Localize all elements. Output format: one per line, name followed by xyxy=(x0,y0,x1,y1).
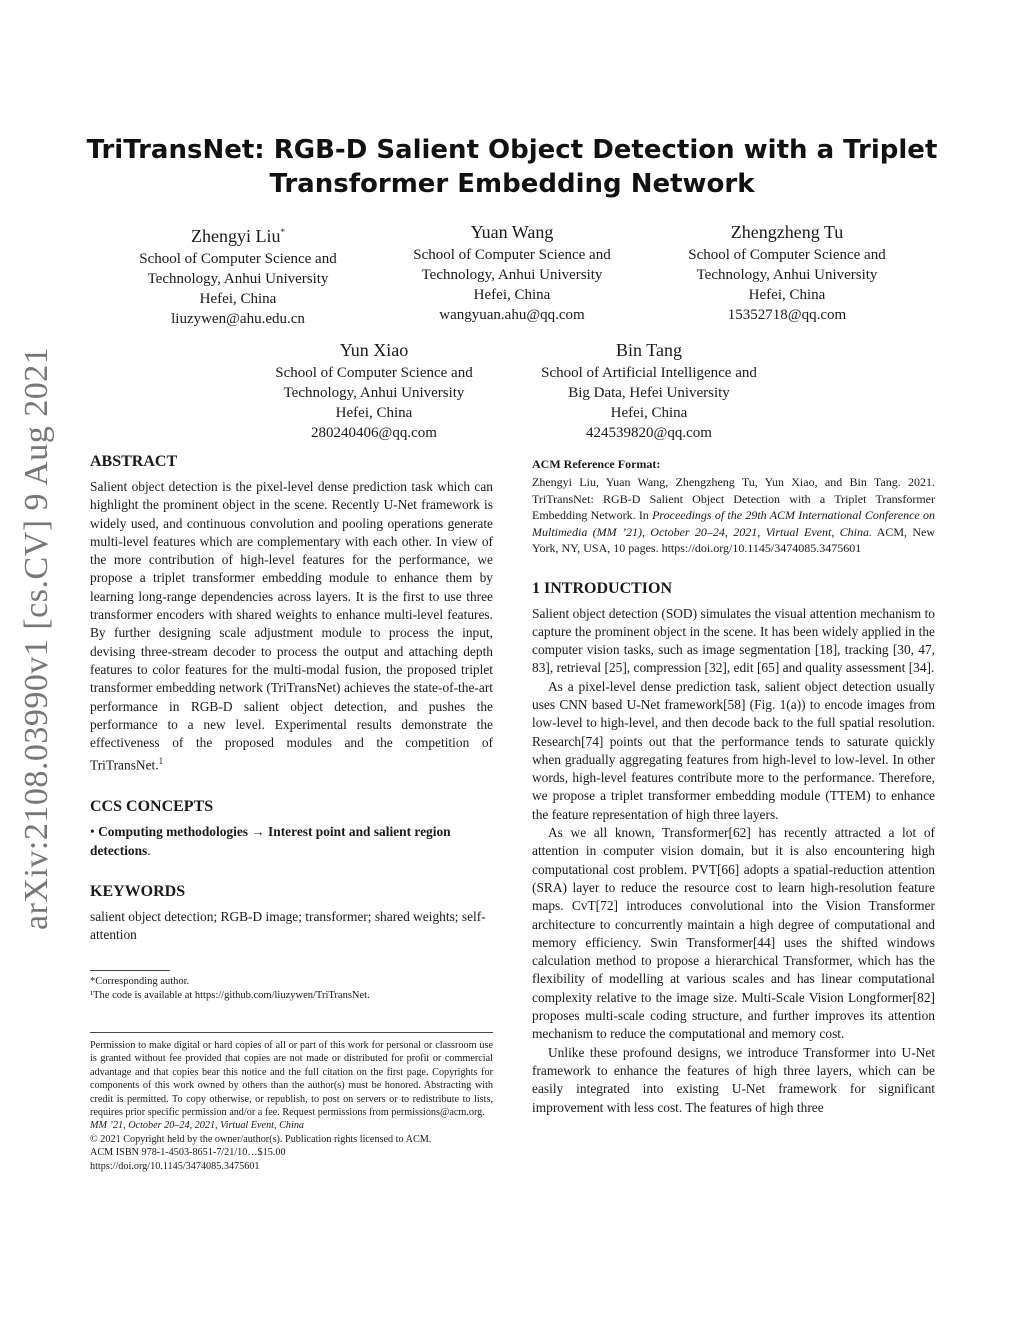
ccs-concept-text: Computing methodologies → Interest point and salient region detections xyxy=(90,824,451,858)
author-name: Zhengzheng Tu xyxy=(730,222,844,242)
author-block-4 xyxy=(244,338,504,443)
copyright-line: © 2021 Copyright held by the owner/author(s). Publication rights licensed to ACM. xyxy=(90,1133,432,1145)
author-email: 15352718@qq.com xyxy=(727,307,847,323)
acm-reference-heading: ACM Reference Format: xyxy=(532,457,661,471)
author-location: Hefei, China xyxy=(473,287,551,303)
isbn-line: ACM ISBN 978-1-4503-8651-7/21/10…$15.00 xyxy=(90,1147,286,1159)
author-affiliation: School of Computer Science and xyxy=(413,247,611,263)
author-affiliation: School of Computer Science and xyxy=(688,247,886,263)
author-email: 424539820@qq.com xyxy=(586,425,712,441)
author-name: Bin Tang xyxy=(616,340,682,360)
author-email: 280240406@qq.com xyxy=(311,425,437,441)
author-block-1 xyxy=(108,220,368,329)
footnotes xyxy=(90,970,493,1002)
author-email: wangyuan.ahu@qq.com xyxy=(439,307,585,323)
right-column xyxy=(532,456,935,1117)
author-affiliation: School of Artificial Intelligence and xyxy=(541,365,757,381)
arxiv-identifier: arXiv:2108.03990v1 [cs.CV] 9 Aug 2021 xyxy=(18,346,55,930)
footnote-rule xyxy=(90,970,170,971)
acm-reference-text xyxy=(532,474,935,557)
author-mark: * xyxy=(280,227,285,237)
conference-line: MM ’21, October 20–24, 2021, Virtual Event, China xyxy=(90,1120,305,1132)
author-location: Hefei, China xyxy=(335,405,413,421)
ccs-heading: CCS CONCEPTS xyxy=(90,798,214,816)
author-affiliation: School of Computer Science and xyxy=(275,365,473,381)
author-block-2 xyxy=(382,220,642,325)
footnote-code: ¹The code is available at https://github.com/liuzywen/TriTransNet. xyxy=(90,989,370,1001)
author-location: Hefei, China xyxy=(199,291,277,307)
acm-reference-venue: Proceedings of the 29th ACM International Conference on Multimedia (MM ’21), October 20–24, 2021, Virtual Event, China. xyxy=(532,508,935,539)
title-line-2: Transformer Embedding Network xyxy=(269,169,755,199)
title-line-1: TriTransNet: RGB-D Salient Object Detection with a Triplet xyxy=(86,135,938,165)
ccs-concepts xyxy=(90,823,493,860)
author-name: Yun Xiao xyxy=(339,340,409,360)
abstract-heading: ABSTRACT xyxy=(90,453,178,470)
abstract-text: Salient object detection is the pixel-level dense prediction task which can highlight the prominent object in the scene. Recently U-Net framework is widely used, and continuous convolution and pooling operations generate multi-level features which are complementary with each other. In view of the more contribution of high-level features for the performance, we propose a triplet transformer embedding module to enhance them by learning long-range dependencies across layers. It is the first to use three transformer encoders with shared weights to enhance multi-level features. By further designing scale adjustment module to process the input, devising three-stream decoder to process the output and attaching depth features to color features for the multi-modal fusion, the proposed triplet transformer embedding network (TriTransNet) achieves the state-of-the-art performance in RGB-D salient object detection, and pushes the performance to a new level. Experimental results demonstrate the effectiveness of the proposed modules and the competition of TriTransNet. xyxy=(90,479,493,773)
author-affiliation: Technology, Anhui University xyxy=(147,271,329,287)
keywords-text: salient object detection; RGB-D image; transformer; shared weights; self-attention xyxy=(90,908,486,943)
author-location: Hefei, China xyxy=(748,287,826,303)
permission-text: Permission to make digital or hard copies of all or part of this work for personal or classroom use is granted without fee provided that copies are not made or distributed for profit or commercial advantage and that copies bear this notice and the full citation on the first page. Copyrights for components of this work owned by others than the author(s) must be honored. Abstracting with credit is permitted. To copy otherwise, or republish, to post on servers or to redistribute to lists, requires prior specific permission and/or a fee. Request permissions from permissions@acm.org. xyxy=(90,1040,493,1119)
intro-paragraph-2: As a pixel-level dense prediction task, salient object detection usually uses CNN based U-Net framework[58] (Fig. 1(a)) to encode images from low-level to high-level, and then decode back to the full spatial resolution. Research[74] points out that the performance tends to saturate quickly when gradually aggregating features from high-level to low-level. In other words, high-level features contribute more to the performance. Therefore, we propose a triplet transformer embedding module (TTEM) to enhance the feature representation of high three layers. xyxy=(532,678,935,822)
ccs-bullet: • xyxy=(90,824,95,840)
intro-paragraph-4: Unlike these profound designs, we introduce Transformer into U-Net framework to enhance the features of high three layers, which can be easily integrated into existing U-Net framework for significant improvement with less cost. The features of high three xyxy=(532,1044,935,1115)
intro-paragraph-3: As we all known, Transformer[62] has recently attracted a lot of attention in computer vision domain, but it is also encountering high computational cost problem. PVT[66] adopts a spatial-reduction attention (SRA) layer to reduce the resource cost to learn high-resolution feature maps. CvT[72] introduces convolutional into the Vision Transformer architecture to concurrently maintain a high degree of computational and memory efficiency. Swin Transformer[44] uses the shifted windows calculation method to propose a hierarchical Transformer, which has the flexibility of modelling at various scales and has linear computational complexity relative to the image size. Multi-Scale Vision Longformer[82] proposes multi-scale coding structure, and further improves its attention mechanism to reduce the computational and memory cost. xyxy=(532,825,935,1042)
author-affiliation: Technology, Anhui University xyxy=(696,267,878,283)
ccs-end: . xyxy=(147,842,151,858)
permission-rule xyxy=(90,1032,493,1033)
abstract-body xyxy=(90,478,493,775)
acm-reference-authors: Zhengyi Liu, Yuan Wang, Zhengzheng Tu, Yun Xiao, and Bin Tang. 2021. TriTransNet: RGB-D Salient Object Detection with a Triplet Transformer Embedding Network. In xyxy=(532,475,935,522)
author-block-3 xyxy=(656,220,918,325)
left-column xyxy=(90,452,493,944)
author-name: Yuan Wang xyxy=(470,222,554,242)
author-block-5 xyxy=(516,338,782,443)
introduction-heading: 1 INTRODUCTION xyxy=(532,579,673,597)
footnote-corresponding: *Corresponding author. xyxy=(90,976,190,987)
doi-line: https://doi.org/10.1145/3474085.3475601 xyxy=(90,1160,260,1172)
author-affiliation: Technology, Anhui University xyxy=(283,385,465,401)
author-email: liuzywen@ahu.edu.cn xyxy=(171,311,305,327)
author-name: Zhengyi Liu xyxy=(191,226,281,246)
abstract-footnote-mark: 1 xyxy=(158,756,164,767)
author-affiliation: Technology, Anhui University xyxy=(421,267,603,283)
author-affiliation: School of Computer Science and xyxy=(139,251,337,267)
paper-title xyxy=(60,133,964,201)
intro-paragraph-1: Salient object detection (SOD) simulates the visual attention mechanism to capture the prominent object in the scene. It has been widely applied in the computer vision tasks, such as image segmentation [18], tracking [30, 47, 83], retrieval [25], compression [32], edit [65] and quality assessment [34]. xyxy=(532,605,935,676)
permission-block xyxy=(90,1032,493,1173)
acm-reference-tail: ACM, New York, NY, USA, 10 pages. https://doi.org/10.1145/3474085.3475601 xyxy=(532,524,935,555)
author-location: Hefei, China xyxy=(610,405,688,421)
keywords-heading: KEYWORDS xyxy=(90,882,186,900)
author-affiliation: Big Data, Hefei University xyxy=(568,385,730,401)
